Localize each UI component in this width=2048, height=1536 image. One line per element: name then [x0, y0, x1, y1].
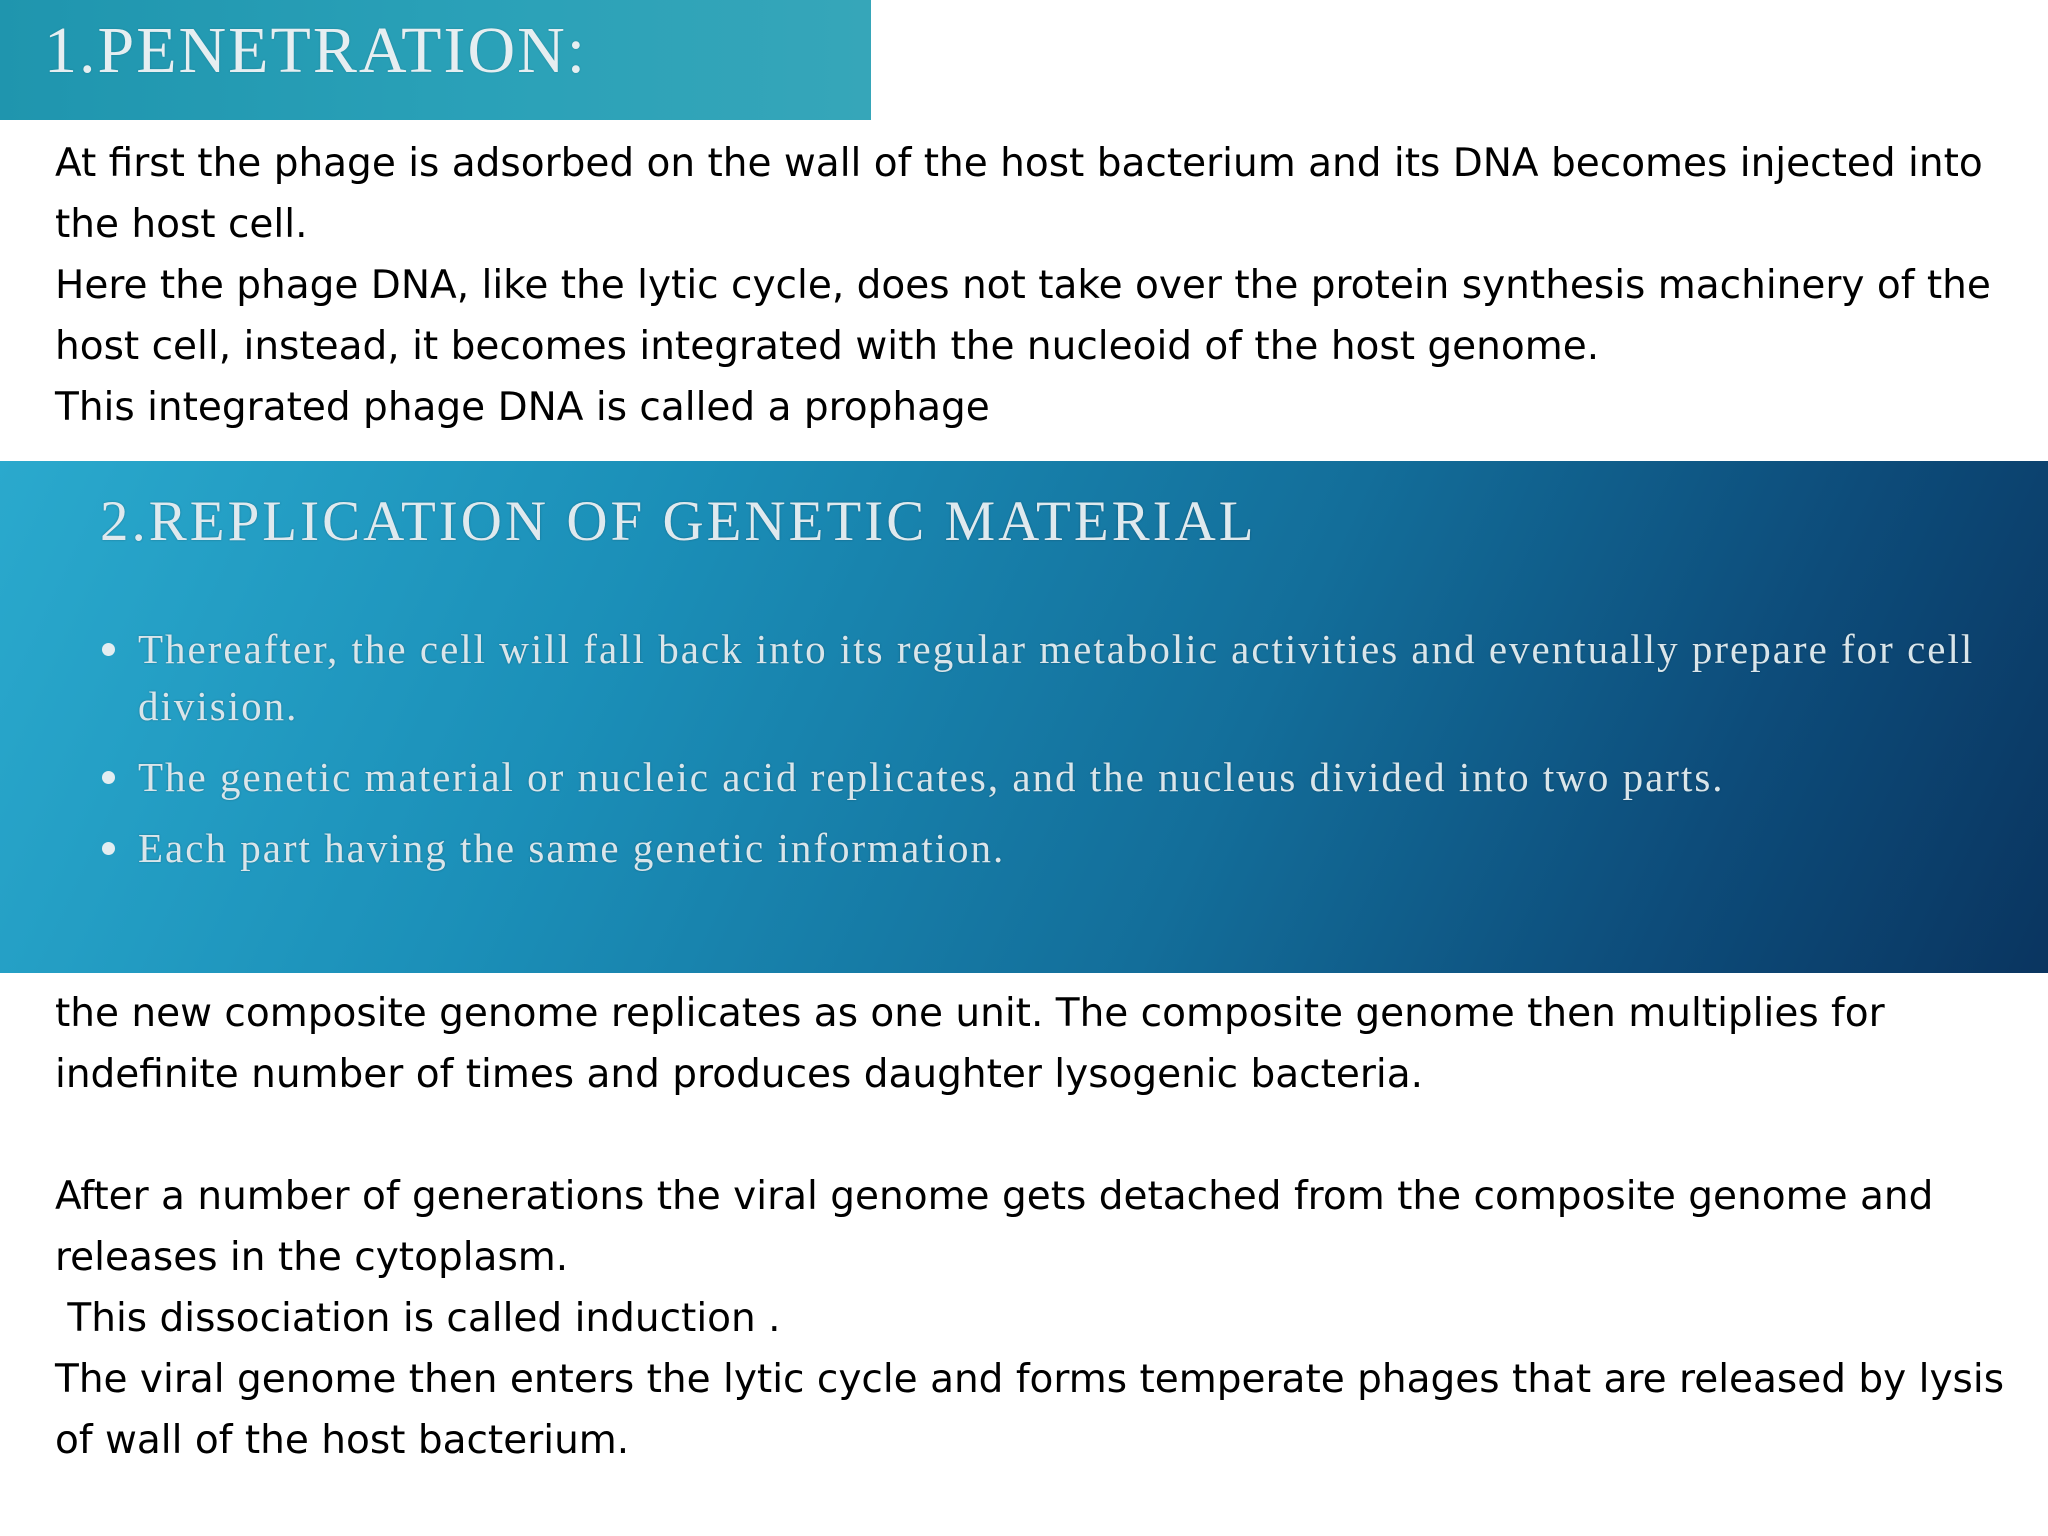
bullet-dot-icon — [102, 842, 115, 855]
detachment-paragraph: After a number of generations the viral genome gets detached from the composite genome and releases in the cytoplasm. — [55, 1174, 1946, 1280]
penetration-paragraph-1: At first the phage is adsorbed on the wall of the host bacterium and its DNA becomes injected into the host cell. — [55, 141, 1996, 247]
lysogenic-text — [55, 983, 2030, 1471]
bullet-dot-icon — [102, 643, 115, 656]
bullet-dot-icon — [102, 771, 115, 784]
replication-bullet-list — [100, 621, 1980, 891]
bullet-text: Each part having the same genetic information. — [138, 825, 1006, 871]
bullet-text: Thereafter, the cell will fall back into its regular metabolic activities and eventually prepare for cell division. — [138, 626, 1975, 729]
paragraph-spacer — [55, 1105, 2030, 1166]
penetration-paragraph-2: Here the phage DNA, like the lytic cycle, does not take over the protein synthesis machinery of the host cell, instead, it becomes integrated with the nucleoid of the host genome. — [55, 263, 2004, 369]
bullet-item — [100, 621, 1980, 735]
bullet-text: The genetic material or nucleic acid replicates, and the nucleus divided into two parts. — [138, 754, 1725, 800]
penetration-banner — [0, 0, 871, 120]
penetration-text — [55, 133, 2030, 438]
penetration-paragraph-3: This integrated phage DNA is called a prophage — [55, 385, 990, 430]
bullet-item — [100, 820, 1980, 877]
replication-title: 2.REPLICATION OF GENETIC MATERIAL — [100, 490, 1257, 553]
composite-genome-paragraph: the new composite genome replicates as one unit. The composite genome then multiplies for indefinite number of times and produces daughter lysogenic bacteria. — [55, 991, 1898, 1097]
lytic-cycle-paragraph: The viral genome then enters the lytic cycle and forms temperate phages that are released by lysis of wall of the host bacterium. — [55, 1357, 2017, 1463]
penetration-title: 1.PENETRATION: — [44, 14, 588, 87]
replication-banner — [0, 461, 2048, 973]
induction-paragraph: This dissociation is called induction . — [55, 1296, 781, 1341]
bullet-item — [100, 749, 1980, 806]
